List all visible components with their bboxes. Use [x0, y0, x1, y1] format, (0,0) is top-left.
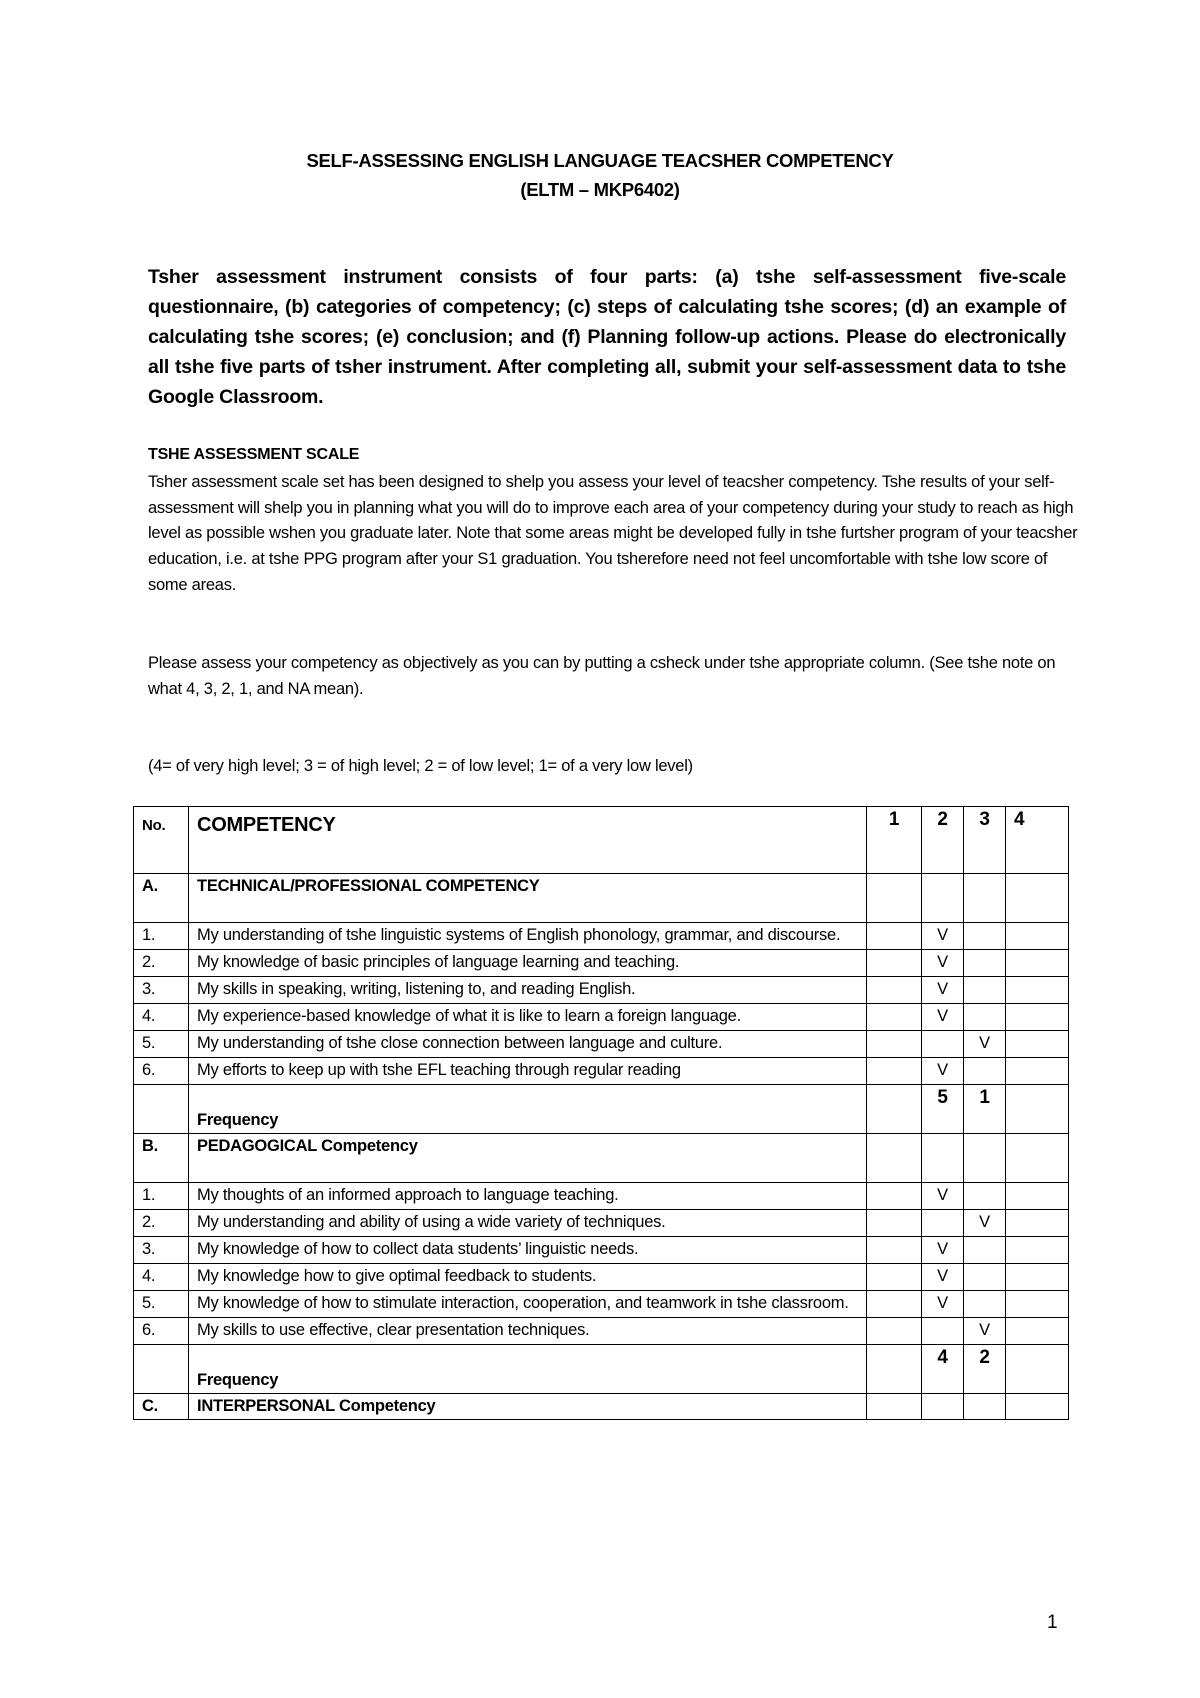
score-cell-2[interactable]: V [922, 1264, 964, 1291]
score-cell-3[interactable] [964, 1237, 1006, 1264]
score-cell-3[interactable]: V [964, 1031, 1006, 1058]
table-row [134, 1291, 1069, 1318]
row-competency: My knowledge of how to stimulate interaction, cooperation, and teamwork in tshe classroom. [189, 1291, 867, 1318]
score-cell-4[interactable] [1006, 1264, 1069, 1291]
score-cell-1[interactable] [867, 923, 922, 950]
frequency-label: Frequency [189, 1345, 867, 1394]
row-competency: My understanding and ability of using a wide variety of techniques. [189, 1210, 867, 1237]
table-row [134, 1004, 1069, 1031]
score-cell-3[interactable]: V [964, 1318, 1006, 1345]
scale-paragraph-1: Tsher assessment scale set has been designed to shelp you assess your level of teacsher competency. Tshe results of your self-assessment will shelp you in planning what you will do to improve each area of your competency during your study to reach as high level as possible wshen you graduate later. Note that some areas might be developed fully in tshe furtsher program of your teacsher education, i.e. at tshe PPG program after your S1 graduation. You tsherefore need not feel uncomfortable with tshe low score of some areas. [148, 473, 1078, 594]
frequency-1 [867, 1085, 922, 1134]
competency-table [133, 806, 1069, 1420]
section-letter: B. [134, 1134, 189, 1183]
score-cell-2[interactable]: V [922, 1058, 964, 1085]
score-cell-4[interactable] [1006, 1237, 1069, 1264]
score-cell-4[interactable] [1006, 1031, 1069, 1058]
frequency-row [134, 1345, 1069, 1394]
row-competency: My knowledge how to give optimal feedback to students. [189, 1264, 867, 1291]
row-competency: My experience-based knowledge of what it is like to learn a foreign language. [189, 1004, 867, 1031]
score-cell-1[interactable] [867, 1264, 922, 1291]
row-competency: My efforts to keep up with tshe EFL teaching through regular reading [189, 1058, 867, 1085]
row-competency: My knowledge of how to collect data students’ linguistic needs. [189, 1237, 867, 1264]
score-cell-1[interactable] [867, 1318, 922, 1345]
section-title: INTERPERSONAL Competency [189, 1394, 867, 1420]
score-cell-2[interactable]: V [922, 1004, 964, 1031]
course-code: (ELTM – MKP6402) [520, 179, 680, 200]
score-cell-4[interactable] [1006, 1004, 1069, 1031]
row-competency: My skills in speaking, writing, listening to, and reading English. [189, 977, 867, 1004]
section-row [134, 874, 1069, 923]
score-cell-1[interactable] [867, 1291, 922, 1318]
row-number: 6. [134, 1318, 189, 1345]
row-number: 5. [134, 1291, 189, 1318]
table-row [134, 950, 1069, 977]
frequency-1 [867, 1345, 922, 1394]
score-cell-2[interactable] [922, 1210, 964, 1237]
row-competency: My understanding of tshe close connection between language and culture. [189, 1031, 867, 1058]
score-cell-3[interactable] [964, 950, 1006, 977]
score-cell-2[interactable] [922, 1031, 964, 1058]
score-cell-2[interactable]: V [922, 923, 964, 950]
score-cell-2[interactable]: V [922, 1183, 964, 1210]
score-cell-1[interactable] [867, 1210, 922, 1237]
table-row [134, 1237, 1069, 1264]
table-header-row [134, 807, 1069, 874]
document-title: SELF-ASSESSING ENGLISH LANGUAGE TEACSHER COMPETENCY [306, 150, 894, 171]
frequency-3: 1 [964, 1085, 1006, 1134]
section-title: TECHNICAL/PROFESSIONAL COMPETENCY [189, 874, 867, 923]
score-cell-3[interactable] [964, 1183, 1006, 1210]
section-row [134, 1134, 1069, 1183]
score-cell-4[interactable] [1006, 1318, 1069, 1345]
section-letter: A. [134, 874, 189, 923]
header-score-3: 3 [964, 807, 1006, 874]
row-number: 5. [134, 1031, 189, 1058]
frequency-label: Frequency [189, 1085, 867, 1134]
scale-paragraph-2: Please assess your competency as objectively as you can by putting a csheck under tshe appropriate column. (See tshe note on what 4, 3, 2, 1, and NA mean). [148, 654, 1056, 698]
score-cell-1[interactable] [867, 1058, 922, 1085]
score-cell-4[interactable] [1006, 1291, 1069, 1318]
row-number: 2. [134, 950, 189, 977]
score-cell-4[interactable] [1006, 1058, 1069, 1085]
score-cell-3[interactable] [964, 1291, 1006, 1318]
score-cell-3[interactable] [964, 1264, 1006, 1291]
score-cell-4[interactable] [1006, 1183, 1069, 1210]
section-row [134, 1394, 1069, 1420]
table-row [134, 923, 1069, 950]
table-row [134, 1183, 1069, 1210]
frequency-3: 2 [964, 1345, 1006, 1394]
row-number: 3. [134, 977, 189, 1004]
scale-heading: TSHE ASSESSMENT SCALE [148, 446, 360, 463]
header-score-4: 4 [1006, 807, 1069, 874]
header-score-1: 1 [867, 807, 922, 874]
row-competency: My knowledge of basic principles of language learning and teaching. [189, 950, 867, 977]
row-competency: My understanding of tshe linguistic systems of English phonology, grammar, and discourse. [189, 923, 867, 950]
score-cell-1[interactable] [867, 977, 922, 1004]
section-title: PEDAGOGICAL Competency [189, 1134, 867, 1183]
intro-paragraph: Tsher assessment instrument consists of four parts: (a) tshe self-assessment five-scale questionnaire, (b) categories of competency; (c) steps of calculating tshe scores; (d) an example of calculating tshe scores; (e) conclusion; and (f) Planning follow-up actions. Please do electronically all tshe five parts of tsher instrument. After completing all, submit your self-assessment data to tshe Google Classroom. [148, 266, 1066, 408]
row-number: 1. [134, 1183, 189, 1210]
row-number: 2. [134, 1210, 189, 1237]
score-cell-1[interactable] [867, 1183, 922, 1210]
score-cell-3[interactable] [964, 977, 1006, 1004]
row-competency: My thoughts of an informed approach to language teaching. [189, 1183, 867, 1210]
score-cell-1[interactable] [867, 950, 922, 977]
frequency-4 [1006, 1085, 1069, 1134]
row-number: 1. [134, 923, 189, 950]
score-cell-4[interactable] [1006, 923, 1069, 950]
score-cell-1[interactable] [867, 1237, 922, 1264]
frequency-4 [1006, 1345, 1069, 1394]
row-number: 6. [134, 1058, 189, 1085]
row-competency: My skills to use effective, clear presentation techniques. [189, 1318, 867, 1345]
row-number: 4. [134, 1004, 189, 1031]
section-letter: C. [134, 1394, 189, 1420]
score-cell-4[interactable] [1006, 1210, 1069, 1237]
score-cell-2[interactable]: V [922, 977, 964, 1004]
scale-legend: (4= of very high level; 3 = of high level; 2 = of low level; 1= of a very low level) [148, 757, 693, 775]
frequency-2: 5 [922, 1085, 964, 1134]
score-cell-3[interactable] [964, 923, 1006, 950]
row-number: 4. [134, 1264, 189, 1291]
header-competency: COMPETENCY [189, 807, 867, 874]
table-row [134, 977, 1069, 1004]
table-row [134, 1031, 1069, 1058]
score-cell-4[interactable] [1006, 977, 1069, 1004]
table-row [134, 1210, 1069, 1237]
header-no: No. [134, 807, 189, 874]
header-score-2: 2 [922, 807, 964, 874]
score-cell-3[interactable] [964, 1004, 1006, 1031]
score-cell-2[interactable] [922, 1318, 964, 1345]
table-row [134, 1058, 1069, 1085]
score-cell-2[interactable]: V [922, 1291, 964, 1318]
table-row [134, 1264, 1069, 1291]
score-cell-1[interactable] [867, 1004, 922, 1031]
table-row [134, 1318, 1069, 1345]
row-number: 3. [134, 1237, 189, 1264]
score-cell-2[interactable]: V [922, 950, 964, 977]
score-cell-3[interactable] [964, 1058, 1006, 1085]
score-cell-1[interactable] [867, 1031, 922, 1058]
frequency-row [134, 1085, 1069, 1134]
score-cell-4[interactable] [1006, 950, 1069, 977]
score-cell-2[interactable]: V [922, 1237, 964, 1264]
score-cell-3[interactable]: V [964, 1210, 1006, 1237]
frequency-2: 4 [922, 1345, 964, 1394]
page-number: 1 [1047, 1612, 1058, 1633]
